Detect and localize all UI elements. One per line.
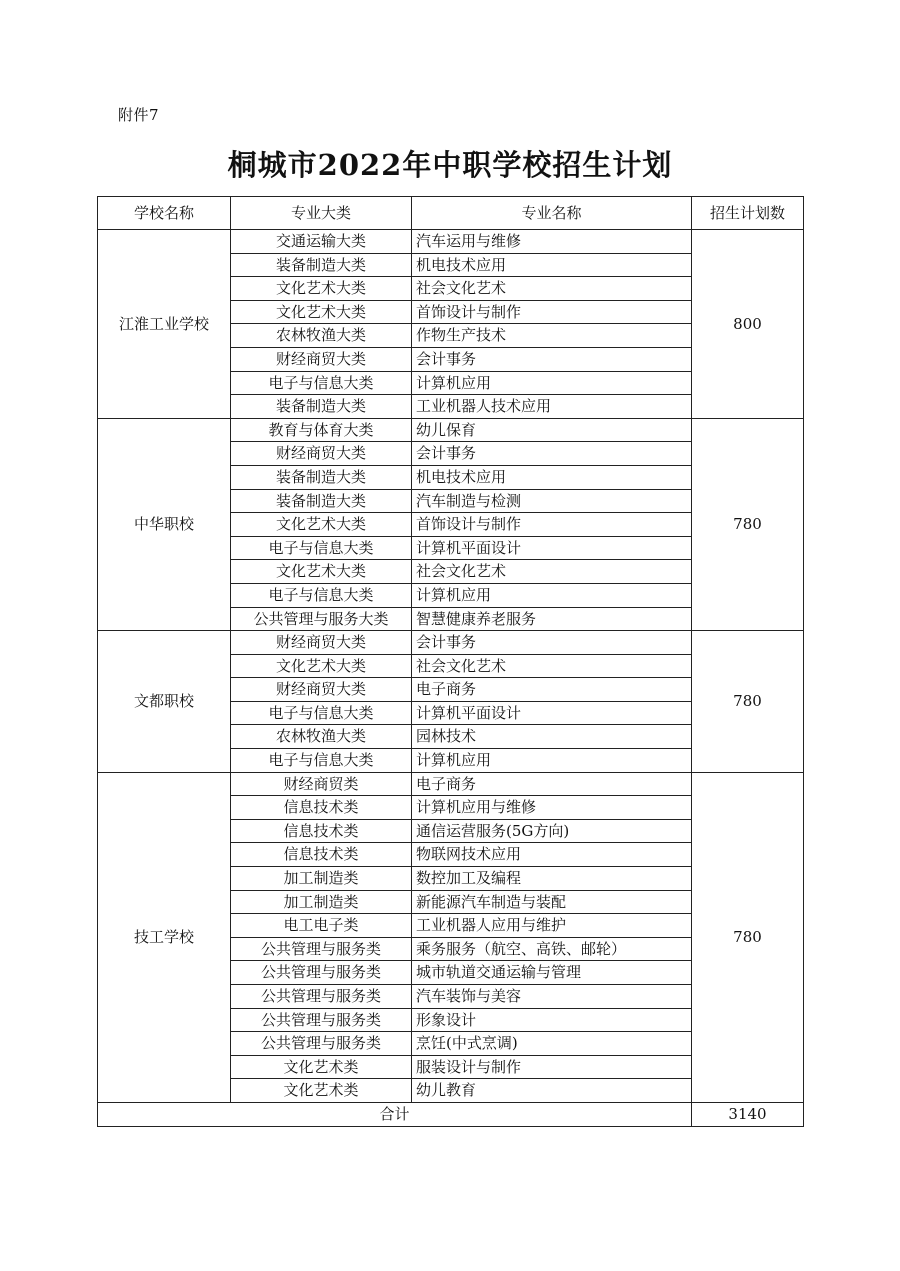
major-name-cell: 首饰设计与制作 — [412, 513, 692, 537]
major-name-cell: 会计事务 — [412, 347, 692, 371]
major-name-cell: 会计事务 — [412, 442, 692, 466]
major-name-cell: 社会文化艺术 — [412, 277, 692, 301]
major-name-cell: 社会文化艺术 — [412, 560, 692, 584]
major-name-cell: 计算机应用 — [412, 749, 692, 773]
major-category-cell: 交通运输大类 — [231, 230, 412, 254]
major-category-cell: 文化艺术大类 — [231, 277, 412, 301]
major-name-cell: 园林技术 — [412, 725, 692, 749]
major-category-cell: 装备制造大类 — [231, 489, 412, 513]
school-name-cell: 中华职校 — [98, 418, 231, 630]
major-name-cell: 新能源汽车制造与装配 — [412, 890, 692, 914]
major-category-cell: 财经商贸大类 — [231, 678, 412, 702]
major-category-cell: 文化艺术大类 — [231, 513, 412, 537]
major-name-cell: 工业机器人技术应用 — [412, 395, 692, 419]
major-category-cell: 公共管理与服务类 — [231, 985, 412, 1009]
major-name-cell: 数控加工及编程 — [412, 867, 692, 891]
major-category-cell: 财经商贸类 — [231, 772, 412, 796]
total-value: 3140 — [692, 1102, 804, 1126]
major-category-cell: 信息技术类 — [231, 796, 412, 820]
major-name-cell: 幼儿教育 — [412, 1079, 692, 1103]
major-category-cell: 电子与信息大类 — [231, 583, 412, 607]
school-name-cell: 技工学校 — [98, 772, 231, 1102]
enrollment-plan-cell: 780 — [692, 772, 804, 1102]
table-body — [98, 230, 804, 1103]
major-category-cell: 信息技术类 — [231, 843, 412, 867]
major-name-cell: 汽车制造与检测 — [412, 489, 692, 513]
enrollment-plan-table — [97, 196, 804, 1127]
major-category-cell: 电子与信息大类 — [231, 749, 412, 773]
major-category-cell: 公共管理与服务类 — [231, 937, 412, 961]
header-enrollment-plan: 招生计划数 — [692, 197, 804, 230]
major-category-cell: 文化艺术大类 — [231, 300, 412, 324]
school-name-cell: 文都职校 — [98, 631, 231, 773]
major-category-cell: 电子与信息大类 — [231, 701, 412, 725]
table-header-row — [98, 197, 804, 230]
major-category-cell: 农林牧渔大类 — [231, 725, 412, 749]
major-name-cell: 机电技术应用 — [412, 253, 692, 277]
major-category-cell: 文化艺术类 — [231, 1055, 412, 1079]
major-name-cell: 智慧健康养老服务 — [412, 607, 692, 631]
major-name-cell: 服装设计与制作 — [412, 1055, 692, 1079]
major-name-cell: 工业机器人应用与维护 — [412, 914, 692, 938]
major-category-cell: 加工制造类 — [231, 890, 412, 914]
enrollment-plan-cell: 800 — [692, 230, 804, 419]
major-name-cell: 机电技术应用 — [412, 465, 692, 489]
major-name-cell: 计算机应用 — [412, 371, 692, 395]
major-name-cell: 作物生产技术 — [412, 324, 692, 348]
major-category-cell: 文化艺术大类 — [231, 654, 412, 678]
school-name-cell: 江淮工业学校 — [98, 230, 231, 419]
major-name-cell: 计算机应用 — [412, 583, 692, 607]
enrollment-plan-cell: 780 — [692, 418, 804, 630]
major-category-cell: 文化艺术大类 — [231, 560, 412, 584]
table-row — [98, 418, 804, 442]
header-major-name: 专业名称 — [412, 197, 692, 230]
major-category-cell: 电子与信息大类 — [231, 536, 412, 560]
major-name-cell: 汽车装饰与美容 — [412, 985, 692, 1009]
major-name-cell: 首饰设计与制作 — [412, 300, 692, 324]
major-category-cell: 财经商贸大类 — [231, 631, 412, 655]
major-category-cell: 财经商贸大类 — [231, 442, 412, 466]
major-name-cell: 汽车运用与维修 — [412, 230, 692, 254]
major-name-cell: 物联网技术应用 — [412, 843, 692, 867]
total-row — [98, 1102, 804, 1126]
enrollment-plan-cell: 780 — [692, 631, 804, 773]
major-category-cell: 公共管理与服务大类 — [231, 607, 412, 631]
major-category-cell: 教育与体育大类 — [231, 418, 412, 442]
major-category-cell: 文化艺术类 — [231, 1079, 412, 1103]
major-name-cell: 计算机平面设计 — [412, 701, 692, 725]
major-name-cell: 计算机平面设计 — [412, 536, 692, 560]
major-name-cell: 电子商务 — [412, 772, 692, 796]
major-name-cell: 形象设计 — [412, 1008, 692, 1032]
major-category-cell: 农林牧渔大类 — [231, 324, 412, 348]
major-category-cell: 装备制造大类 — [231, 465, 412, 489]
major-category-cell: 公共管理与服务类 — [231, 1032, 412, 1056]
major-category-cell: 公共管理与服务类 — [231, 961, 412, 985]
major-name-cell: 幼儿保育 — [412, 418, 692, 442]
total-label: 合计 — [98, 1102, 692, 1126]
major-name-cell: 电子商务 — [412, 678, 692, 702]
major-category-cell: 加工制造类 — [231, 867, 412, 891]
major-category-cell: 装备制造大类 — [231, 253, 412, 277]
major-category-cell: 公共管理与服务类 — [231, 1008, 412, 1032]
table-row — [98, 230, 804, 254]
major-category-cell: 电工电子类 — [231, 914, 412, 938]
major-name-cell: 通信运营服务(5G方向) — [412, 819, 692, 843]
table-row — [98, 631, 804, 655]
major-name-cell: 城市轨道交通运输与管理 — [412, 961, 692, 985]
major-name-cell: 计算机应用与维修 — [412, 796, 692, 820]
major-name-cell: 社会文化艺术 — [412, 654, 692, 678]
attachment-label: 附件7 — [118, 106, 160, 124]
major-name-cell: 会计事务 — [412, 631, 692, 655]
table-row — [98, 772, 804, 796]
major-category-cell: 信息技术类 — [231, 819, 412, 843]
major-category-cell: 装备制造大类 — [231, 395, 412, 419]
major-category-cell: 电子与信息大类 — [231, 371, 412, 395]
header-major-category: 专业大类 — [231, 197, 412, 230]
major-name-cell: 烹饪(中式烹调) — [412, 1032, 692, 1056]
page-title: 桐城市2022年中职学校招生计划 — [227, 148, 673, 182]
major-category-cell: 财经商贸大类 — [231, 347, 412, 371]
major-name-cell: 乘务服务（航空、高铁、邮轮） — [412, 937, 692, 961]
header-school-name: 学校名称 — [98, 197, 231, 230]
